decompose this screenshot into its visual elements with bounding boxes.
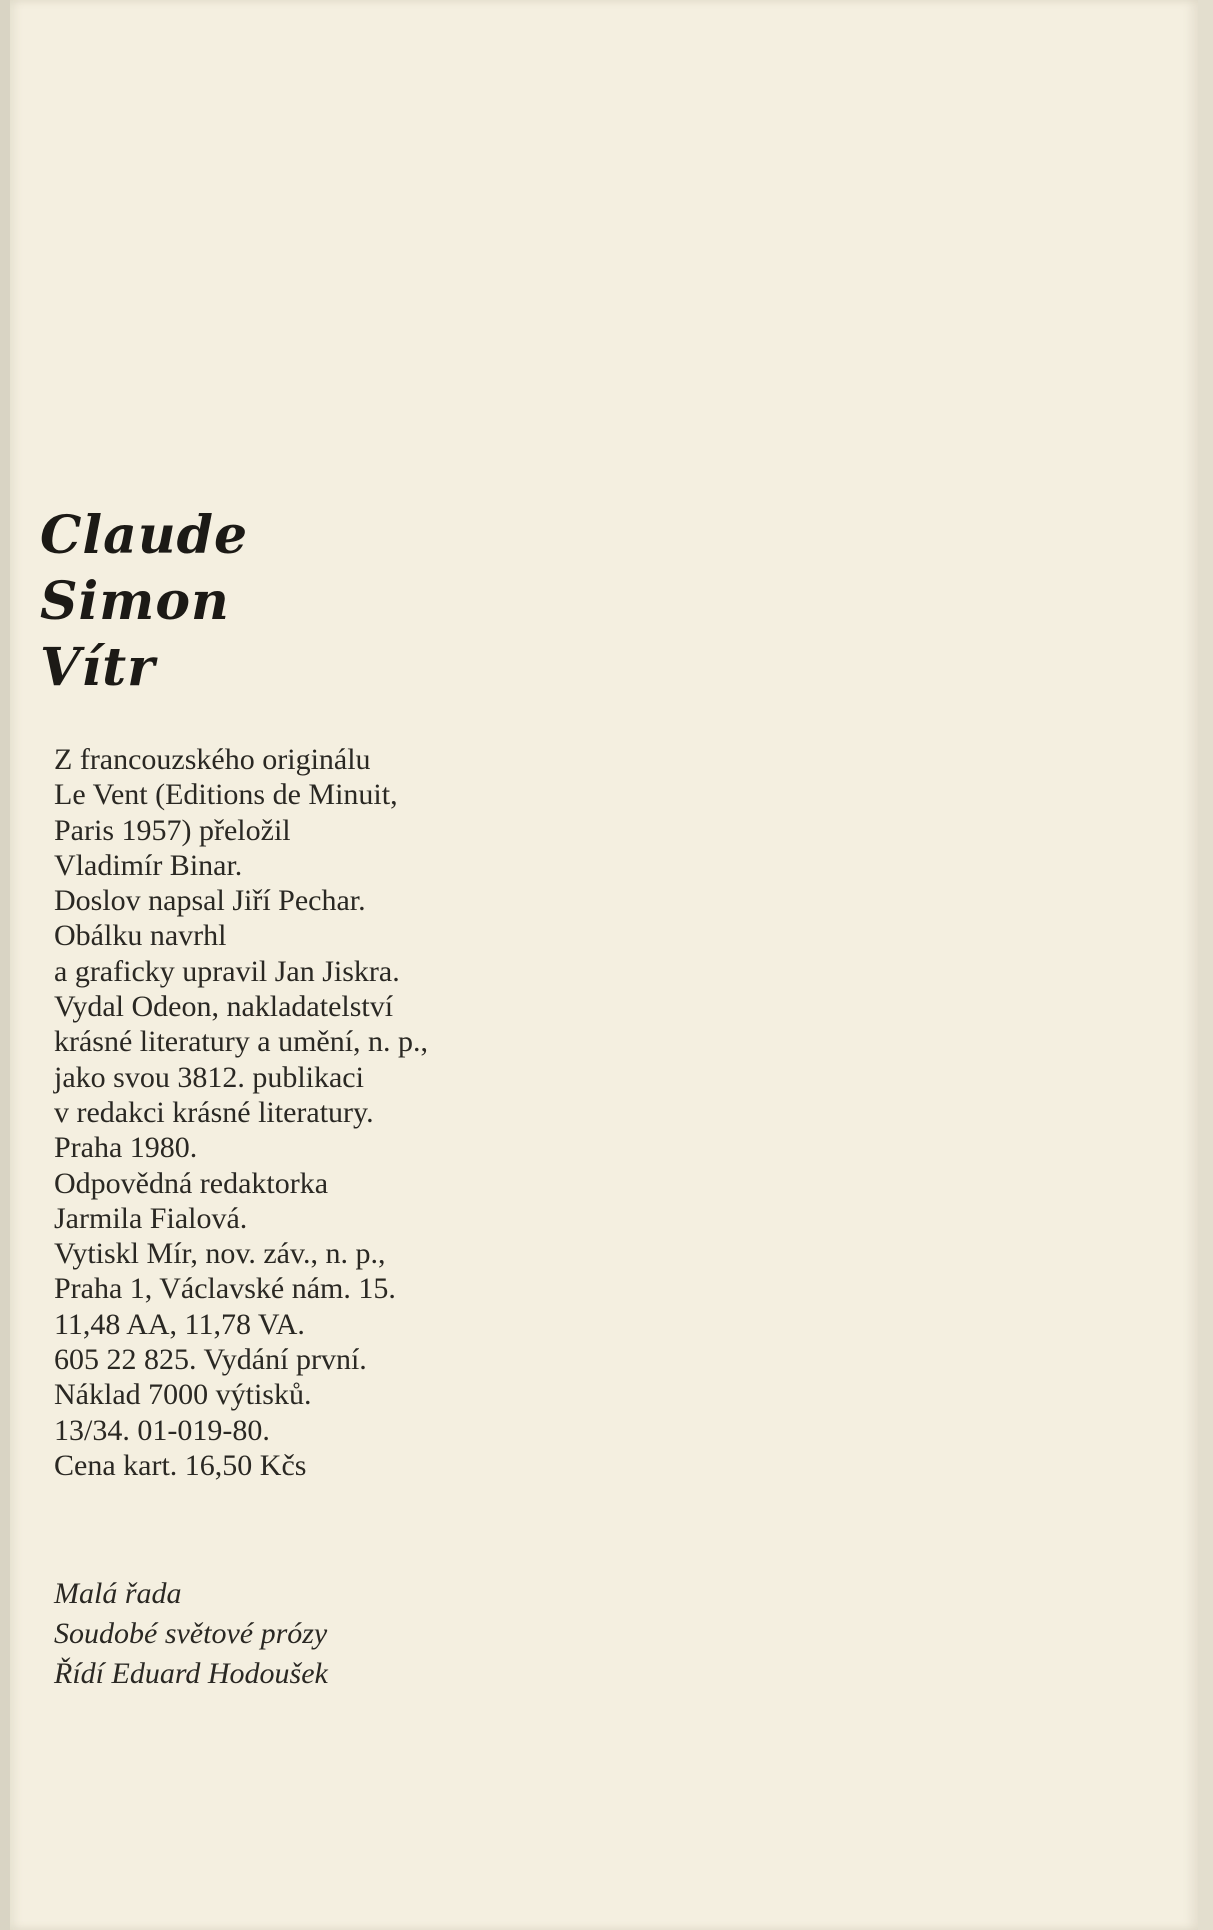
imprint-line: Jarmila Fialová. [54, 1201, 248, 1235]
imprint-line: Praha 1, Václavské nám. 15. [54, 1272, 396, 1306]
imprint-line: Vytiskl Mír, nov. záv., n. p., [54, 1237, 386, 1271]
author-last-name: Simon [40, 571, 230, 632]
imprint-line: jako svou 3812. publikaci [54, 1060, 364, 1094]
imprint-line: Obálku navrhl [54, 919, 227, 953]
imprint-line: Doslov napsal Jiří Pechar. [54, 884, 366, 918]
imprint-block [54, 742, 654, 1483]
imprint-line: a graficky upravil Jan Jiskra. [54, 954, 400, 988]
page-edge [1198, 0, 1213, 1930]
imprint-line: Le Vent (Editions de Minuit, [54, 778, 398, 812]
imprint-line: v redakci krásné literatury. [54, 1095, 374, 1129]
imprint-line: Z francouzského originálu [54, 743, 371, 776]
imprint-line: 11,48 AA, 11,78 VA. [54, 1307, 305, 1341]
author-first-name: Claude [40, 505, 249, 566]
imprint-line: Vladimír Binar. [54, 848, 243, 882]
imprint-line: Paris 1957) přeložil [54, 813, 291, 847]
imprint-line: Odpovědná redaktorka [54, 1166, 329, 1200]
book-title: Vítr [40, 637, 156, 698]
imprint-line: Náklad 7000 výtisků. [54, 1378, 312, 1412]
series-name: Malá řada [54, 1577, 182, 1610]
series-editor: Řídí Eduard Hodoušek [54, 1657, 328, 1690]
book-page [10, 0, 1198, 1930]
imprint-line: Vydal Odeon, nakladatelství [54, 990, 394, 1024]
imprint-line: 605 22 825. Vydání první. [54, 1343, 367, 1377]
imprint-line: 13/34. 01-019-80. [54, 1413, 270, 1447]
series-subtitle: Soudobé světové prózy [54, 1617, 328, 1650]
imprint-line: krásné literatury a umění, n. p., [54, 1025, 429, 1059]
series-block [54, 1574, 654, 1694]
imprint-line: Cena kart. 16,50 Kčs [54, 1448, 307, 1482]
imprint-line: Praha 1980. [54, 1131, 198, 1165]
book-title-block [40, 503, 640, 701]
